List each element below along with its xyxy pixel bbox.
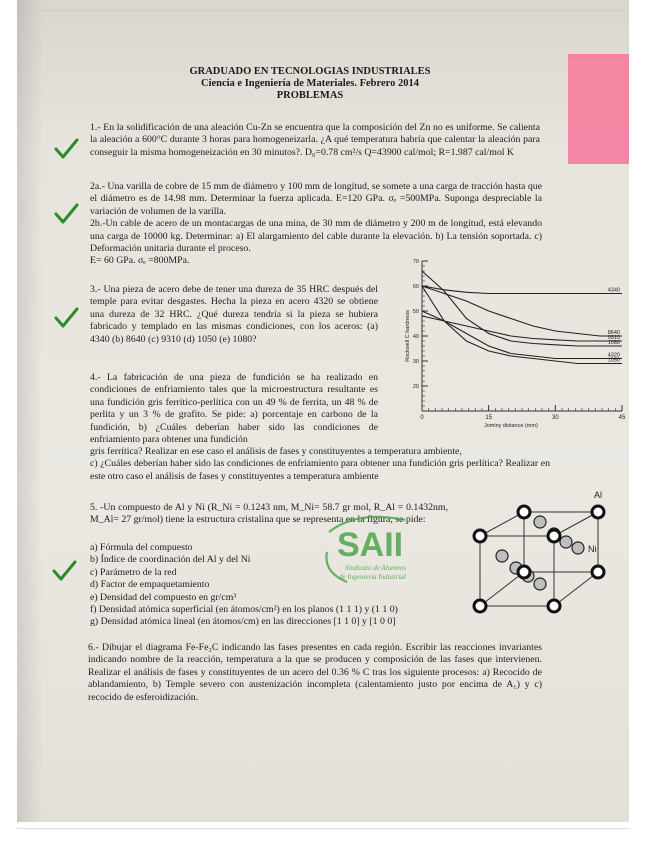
- problem-3-text: 3.- Una pieza de acero debe de tener una dureza de 35 HRC después del temple para evitar desgastes. Hecha la pieza en acero 4320 se obtiene una dureza de 32 HRC. ¿Qué dureza tendría si la pieza se hubiera fabricado y templado en las mismas condiciones, con los aceros: (a) 4340 (b) 8640 (c) 9310 (d) 1050 (e) 1080?: [90, 284, 378, 345]
- exam-header: [160, 66, 460, 102]
- x-axis-label: Jominy distance (mm): [483, 423, 538, 429]
- stamp-line1: Sindicato de Alumnos: [345, 564, 406, 572]
- series-label: 9310: [607, 335, 620, 341]
- y-tick-label: 70: [412, 259, 419, 265]
- problem-2b-data: E= 60 GPa. σₑ =800MPa.: [90, 255, 190, 267]
- y-tick-label: 20: [412, 384, 419, 390]
- x-tick-label: 45: [618, 415, 626, 421]
- check-icon: [53, 203, 79, 225]
- series-label: 4320: [607, 352, 620, 359]
- saii-stamp: [317, 512, 447, 592]
- problem-5-intro: 5. -Un compuesto de Al y Ni (R_Ni = 0.1243 nm, M_Ni= 58.7 gr mol, R_Al = 0.1432nm, M_Al= 27 gr/mol) tiene la estructura cristalina que se representa en la figura, se pide:: [90, 502, 448, 526]
- problem-5-item: g) Densidad atómica lineal (en átomos/cm) en las direcciones [1 1 0] y [1 0 0]: [90, 616, 396, 628]
- problem-4-cont: [90, 446, 550, 483]
- crystal-structure: [462, 490, 622, 625]
- problem-5-item: b) Índice de coordinación del Al y del Ni: [90, 554, 251, 566]
- problem-5-item: d) Factor de empaquetamiento: [90, 579, 210, 591]
- problem-4: [90, 372, 378, 446]
- problem-5-item: e) Densidad del compuesto en gr/cm³: [90, 591, 237, 603]
- problem-6-text: 6.- Dibujar el diagrama Fe-Fe₃C indicando las fases presentes en cada región. Escribir las reacciones invariantes indicando nombre de la reacción, temperatura a la que se producen y composición de las fases que intervienen. Realizar el análisis de fases y constituyentes de un acero del 0.36 % C tras los siguiente procesos: a) Recocido de ablandamiento, b) Temple severo con austenización incompleta (calentamiento justo por encima de A₁) y c) recocido de esferoidización.: [88, 642, 542, 703]
- sticky-note: [568, 54, 629, 164]
- series-line: [422, 286, 622, 364]
- problem-5-item: c) Parámetro de la red: [90, 566, 177, 578]
- x-tick-label: 15: [485, 415, 493, 421]
- problem-1: [90, 122, 540, 159]
- y-axis-label: Rockwell C hardness: [405, 310, 411, 362]
- y-tick-label: 50: [412, 309, 419, 315]
- problem-4-text-a: 4.- La fabricación de una pieza de fundición se ha realizado en condiciones de enfriamiento tales que la microestructura resultante es una fundición gris ferrítico-perlítica con un 49 % de ferrita, un 48 % de perlita y un 3 % de grafito. Se pide: a) porcentaje en carbono de la fundición, b) ¿Cuáles deberían haber sido las condiciones de enfriamiento para obtener una fundición: [90, 372, 378, 446]
- page-edge: [27, 10, 629, 11]
- header-degree: GRADUADO EN TECNOLOGIAS INDUSTRIALES: [189, 66, 431, 77]
- jominy-chart: [400, 255, 630, 435]
- series-label: 1050: [607, 357, 620, 364]
- problem-5-item: a) Fórmula del compuesto: [90, 542, 193, 553]
- header-subject: Ciencia e Ingeniería de Materiales. Febrero 2014: [200, 78, 420, 89]
- problem-2b-text: 2b.-Un cable de acero de un montacargas de una mina, de 30 mm de diámetro y 200 m de longitud, está elevando una carga de 10000 kg. Determinar: a) El alargamiento del cable durante la elevación. b) La tensión soportada. c) Deformación unitaria durante el proceso.: [90, 218, 542, 255]
- series-label: 4340: [607, 287, 620, 294]
- problem-2a-text: 2a.- Una varilla de cobre de 15 mm de diámetro y 100 mm de longitud, se somete a una carga de tracción hasta que el diámetro es de 14.98 mm. Determinar la fuerza aplicada. E=120 GPa. σₑ =500MPa. Suponga despreciable la variación de volumen de la varilla.: [90, 181, 542, 217]
- problem-3: [90, 284, 378, 346]
- problem-6: [88, 642, 542, 704]
- check-icon: [53, 307, 79, 329]
- stamp-logo: SAII: [337, 526, 404, 564]
- check-icon: [53, 138, 79, 160]
- divider: [17, 828, 629, 829]
- ni-label: Ni: [588, 544, 597, 554]
- y-tick-label: 40: [412, 334, 419, 340]
- stamp-line2: de Ingeniería Industrial: [339, 573, 406, 581]
- series-line: [422, 286, 622, 294]
- y-tick-label: 60: [412, 284, 419, 290]
- x-tick-label: 0: [420, 415, 424, 421]
- page-shadow: [17, 0, 43, 822]
- series-label: 8640: [607, 330, 620, 336]
- header-section: PROBLEMAS: [276, 90, 344, 101]
- chart-svg: [400, 255, 630, 435]
- check-icon: [51, 560, 77, 582]
- al-label: Al: [594, 490, 603, 500]
- problem-4-text-b: gris ferrítica? Realizar en ese caso el análisis de fases y constituyentes a temperatura ambiente,: [90, 446, 462, 457]
- problem-5-item: f) Densidad atómica superficial (en átomos/cm²) en los planos (1 1 1) y (1 1 0): [90, 604, 398, 616]
- y-tick-label: 30: [412, 359, 419, 365]
- problem-4-text-c: c) ¿Cuáles deberían haber sido las condiciones de enfriamiento para obtener una fundición gris perlítica? Realizar en este otro caso el análisis de fases y constituyentes a temperatura ambiente: [90, 458, 550, 482]
- x-tick-label: 30: [551, 415, 559, 421]
- problem-1-text: 1.- En la solidificación de una aleación Cu-Zn se encuentra que la composición del Zn no es uniforme. Se calienta la aleación a 600°C durante 3 horas para homogeneizarla. ¿A qué temperatura habría que calentar la aleación para conseguir la misma homogeneización en 30 minutos?. D₀=0.78 cm²/s Q=43900 cal/mol; R=1.987 cal/mol K: [90, 122, 540, 158]
- series-label: 1080: [607, 340, 620, 346]
